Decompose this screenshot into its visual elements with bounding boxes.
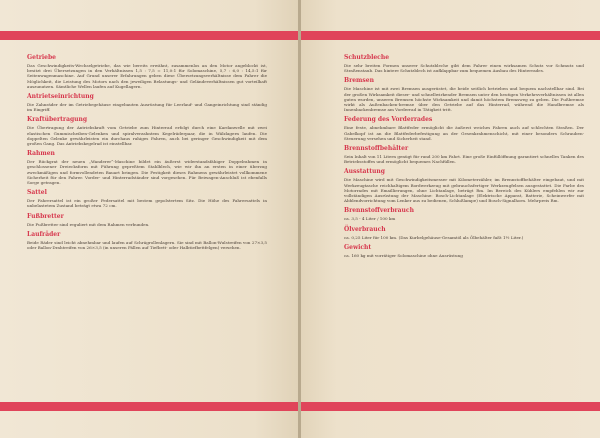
section-brennstoffbehaelter	[344, 145, 584, 164]
section-bremsen	[344, 77, 584, 112]
section-body: Die sehr breiten Formen unserer Schutzbleche gibt dem Fahrer einen wirksamen Schutz vor Schmutz und Straßenstaub. Das hintere Schutzblech ist aufklappbar zum bequemen Ausbau des Hinterrades.	[344, 63, 584, 74]
section-heading: Kraftübertragung	[27, 116, 88, 124]
bottom-red-stripe	[0, 402, 299, 411]
section-body: Beide Räder sind leicht abnehmbar und laufen auf Schrägrollenlagern. Sie sind mit Ballon-Wulstreifen von 27×3,5 oder Ballon-Drahtreifen von 26×3,5 (in unseren Fällen auf Tiefbett- oder Halbtiefbettfelgen) versehen.	[27, 239, 267, 251]
section-heading: Sattel	[27, 189, 47, 197]
section-heading: Gewicht	[344, 243, 372, 251]
section-body: Die Zahnräder der im Getriebegehäuse eingebauten Ausrüstung für Leerlauf- und Gangeinrichtung sind ständig im Eingriff.	[27, 102, 267, 113]
section-oelverbrauch	[344, 226, 584, 240]
section-heading: Getriebe	[27, 54, 56, 61]
section-heading: Antrietseinrichtung	[27, 93, 94, 101]
section-gewicht	[344, 244, 584, 258]
right-column	[344, 54, 584, 262]
section-body: Sein Inhalt von 11 Litern genügt für rund 200 km Fahrt. Eine große Einfüllöffnung garantiert schnelles Tanken des Betriebsstoffes und ermöglicht bequemes Nachfüllen.	[344, 154, 584, 165]
section-fussbretter	[27, 213, 267, 227]
section-brennstoffverbrauch	[344, 207, 584, 221]
section-body: Die Maschine wird mit Geschwindigkeitsmesser mit Kilometerzähler, im Brennstoffbehälter eingebaut, und mit Werkzeugtasche reichhaltigem Bordwerkzeug mit gebrauchsfertiger Werkzeugfelsen ausgestattet. Die Farbe des Motorrades mit Emaillierungen, ohne Lichtanlage, beträgt Rm. Im Bereich des Kühlers empfehlen wir zur vollständigen Ausrüstung der Maschine: Bosch-Lichtanlage (Elektrische Apparat, Batterie, Scheinwerfer mit Abblendvorrichtung vom Lenker aus zu bedienen, Schlußlampe) und Bosch-Signalhorn. Mehrpreis Rm.	[344, 177, 584, 204]
section-body: Das Geschwindigkeits-Wechselgetriebe, das wie bereits erwähnt, zusammenlos an den Motor angeblockt ist, besitzt drei Übersetzungen in den Verhältnissen 1,5 : 7,5 = 11,0:1 für Solomaschine, 5,7 : 6,0 : 14,5:1 für Seitenwagenmaschine. Auf Grund unserer Erfahrungen geben diese Übersetzungsverhältnisse dem Fahrer die Möglichkeit, die Leistung des Motors nach den jeweiligen Belastungs- und Geländeverhältnissen gut vorteilhaft auszunutzen. Sämtliche Wellen laufen auf Kugellagern.	[27, 63, 267, 89]
bottom-red-stripe	[301, 402, 600, 411]
left-column	[27, 54, 267, 254]
section-heading: Fußbretter	[27, 212, 64, 220]
section-getriebe	[27, 54, 267, 89]
section-heading: Brennstoffverbrauch	[344, 207, 414, 215]
section-antrietseinrichtung	[27, 93, 267, 112]
section-body: ca. 0,25 Liter für 100 km. (Das Kurbelgehäuse-Gesamtöl als Ölbehälter faßt 1½ Liter.)	[344, 234, 524, 240]
section-schutzbleche	[344, 54, 584, 73]
section-rahmen	[27, 150, 267, 185]
section-heading: Brennstoffbehälter	[344, 145, 409, 153]
section-body: Die Übertragung der Antriebskraft vom Getriebe zum Hinterrad erfolgt durch eine Kardanwelle mit zwei elastischen Gummischeiben-Gelenken und spiralverzahntem Kegelräderpaar, die in Wälzlagern laufen. Die doppelten Gelenke gewährleisten ein durchaus ruhiges Fahren, auch bei geringer Geschwindigkeit mit dem großen Gang. Das Antriebskegelrad ist einstellbar.	[27, 125, 267, 147]
section-body: Die Fußbretter sind reguliert mit dem Rahmen verbunden.	[27, 221, 150, 227]
section-body: Eine feste, abnehmbare Blattfeder ermöglicht die äußerst weiches Fahren auch auf schlechten Straßen. Der Gabelkopf ist an die Blattfederbefestigung an der Gesenkrahmenschicht, mit einer besonders Schrauben-Steuerung versehen und Sicherheit stand.	[344, 125, 584, 141]
section-kraftuebertragung	[27, 116, 267, 146]
section-laufraeder	[27, 231, 267, 250]
section-ausstattung	[344, 168, 584, 203]
left-page	[0, 0, 299, 438]
section-body: Die Maschine ist mit zwei Bremsen ausgerüstet, die beide seitlich betrieben und bequem nachstellbar sind. Bei der großen Wirksamkeit dieser- und schnellwirkender Bremsen unter den heutigen Verkehrsverhältnissen ist allen guten wurden, unseren Bremsen höchste Wirksamkeit und damit höchstem Bremsweg zu geben. Die Fußbremse wirkt als Außenbacken-bremse über den Getriebe auf das Hinterrad, während die Handbremse als Innenbackenbremse am Vorderrad in Tätigkeit tritt.	[344, 86, 584, 113]
top-red-stripe	[0, 31, 299, 40]
section-body: Der Fahrersattel ist ein großer Federsattel mit bestem gepolstertem Sitz. Die Höhe des Fahrersattels in unbelastetem Zustand beträgt etwa 72 cm.	[27, 198, 267, 209]
section-heading: Bremsen	[344, 77, 374, 85]
section-body: ca. 3,5 - 4 Liter / 100 km	[344, 216, 396, 222]
section-body: ca. 160 kg mit vorrätiger Solomaschine ohne Ausrüstung	[344, 252, 463, 258]
section-heading: Rahmen	[27, 150, 55, 158]
section-heading: Ölverbrauch	[344, 225, 386, 233]
section-federung	[344, 116, 584, 141]
right-page	[301, 0, 600, 438]
section-heading: Schutzbleche	[344, 54, 390, 61]
section-heading: Ausstattung	[344, 168, 385, 176]
top-red-stripe	[301, 31, 600, 40]
section-body: Der Rückgrat der neuen „Wanderer“-Maschine bildet ein äußerst widerstandsfähiger Doppelrahmen in geschlossener Dreiecksform mit Führung gepreßtem Stahlblech, wie wir ihn an ersten in einer überzug zweckmäßigen und formvollendeten Bauart bringen. Die Festigkeit dieses Rahmens gewährleistet vollkommene Sicherheit für den Fahrer. Vorder- und Hinterradständer sind vorgesehen. Für Beiwagen-Anschluß ist ebenfalls Sorge getragen.	[27, 159, 267, 186]
section-heading: Federung des Vorderrades	[344, 116, 433, 124]
section-heading: Laufräder	[27, 230, 61, 238]
section-sattel	[27, 189, 267, 208]
